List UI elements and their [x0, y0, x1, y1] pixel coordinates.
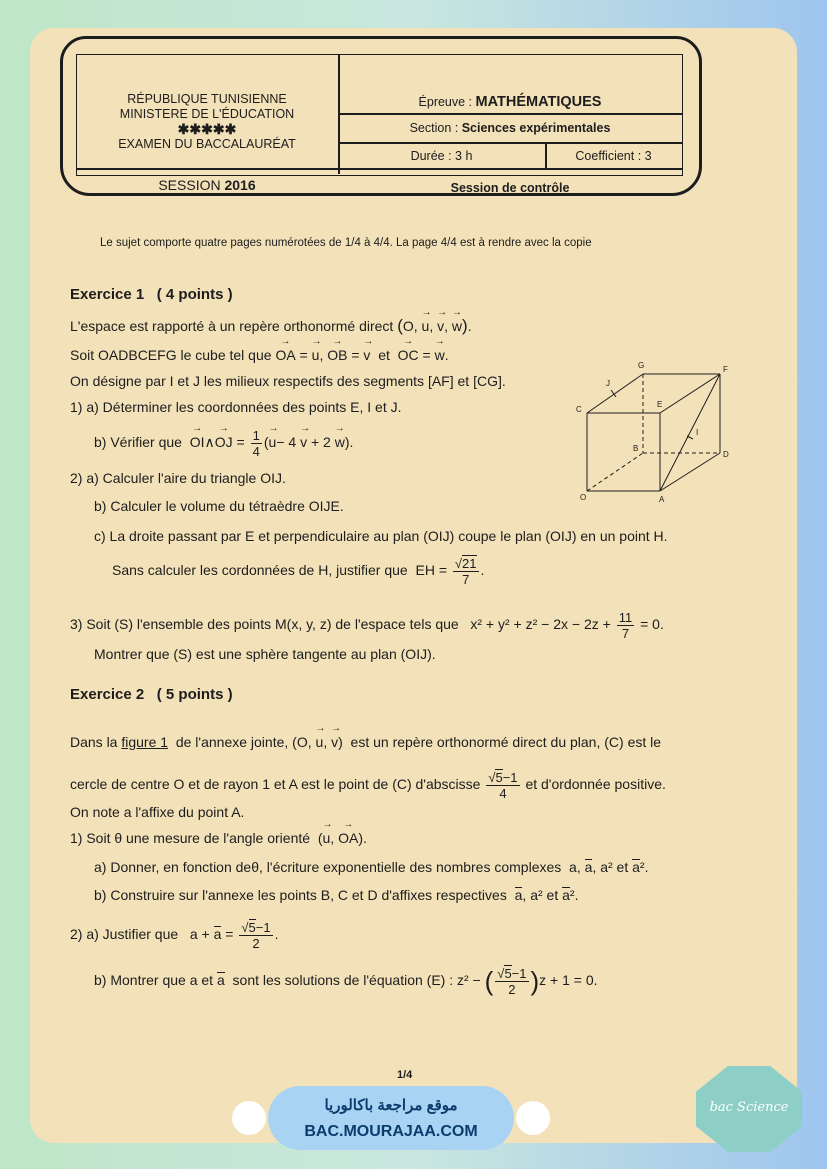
session-year: SESSION 2016: [158, 177, 256, 193]
footer-arabic: موقع مراجعة باكالوريا: [324, 1097, 458, 1114]
label-D: D: [723, 450, 729, 459]
ex1-q2b: b) Calculer le volume du tétraèdre OIJE.: [94, 498, 344, 514]
ex1-q3b: Montrer que (S) est une sphère tangente au plan (OIJ).: [94, 646, 436, 662]
ex2-q1a: a) Donner, en fonction deθ, l'écriture exponentielle des nombres complexes a, a, a² et a².: [94, 859, 649, 875]
coefficient: Coefficient : 3: [575, 149, 652, 163]
ex2-title: Exercice 2 ( 5 points ): [70, 686, 233, 703]
section: Section : Sciences expérimentales: [409, 121, 611, 135]
ex1-q3: 3) Soit (S) l'ensemble des points M(x, y, z) de l'espace tels que x² + y² + z² − 2x − 2z + $\frac{11}{7}$ = 0.: [70, 610, 664, 641]
page-number: 1/4: [397, 1069, 413, 1081]
label-B: B: [633, 444, 639, 453]
ex1-line3: On désigne par I et J les milieux respectifs des segments [AF] et [CG].: [70, 373, 506, 389]
cube-edge: [587, 374, 643, 413]
ex1-q2a: 2) a) Calculer l'aire du triangle OIJ.: [70, 470, 286, 486]
cube-figure: [570, 360, 740, 505]
label-E: E: [657, 400, 663, 409]
ex1-line2: Soit OADBCEFG le cube tel que → OA = → u, → OB = → v et → OC = → w.: [70, 347, 449, 363]
label-A: A: [659, 495, 665, 504]
label-O: O: [580, 493, 587, 502]
ex2-line3: On note a l'affixe du point A.: [70, 804, 245, 820]
ex1-q2c: c) La droite passant par E et perpendiculaire au plan (OIJ) coupe le plan (OIJ) en un point H.: [94, 528, 668, 544]
cube-edge: [660, 453, 720, 491]
session-type: Session de contrôle: [450, 181, 570, 195]
label-C: C: [576, 405, 582, 414]
ex1-title: Exercice 1 ( 4 points ): [70, 286, 233, 303]
ex2-q1b: b) Construire sur l'annexe les points B, C et D d'affixes respectives a, a² et a².: [94, 887, 579, 903]
ex1-q1b: b) Vérifier que → OI∧→ OJ = $\frac{1}{4}$ (→ u− 4 → v + 2 → w).: [94, 428, 353, 459]
header-left: RÉPUBLIQUE TUNISIENNE MINISTERE DE L'ÉDUCATION ✱✱✱✱✱ EXAMEN DU BACCALAURÉAT: [118, 92, 296, 151]
site-logo-right: [516, 1101, 550, 1135]
epreuve: Épreuve : MATHÉMATIQUES: [418, 94, 602, 110]
cube-diagonal: [660, 374, 720, 491]
footer-url[interactable]: BAC.MOURAJAA.COM: [304, 1123, 478, 1140]
ex2-line2: cercle de centre O et de rayon 1 et A est le point de (C) d'abscisse $\frac{√5-1}{4}$ et d'ordonnée positive.: [70, 770, 666, 801]
ex2-line1: Dans la figure 1 de l'annexe jointe, (O, → u, → v) est un repère orthonormé direct du plan, (C) est le: [70, 734, 661, 750]
ex2-q1: 1) Soit θ une mesure de l'angle orienté (→ u, → OA).: [70, 830, 367, 846]
ex1-q1a: 1) a) Déterminer les coordonnées des points E, I et J.: [70, 399, 402, 415]
label-I: I: [696, 428, 699, 437]
bac-science-text: bac Science: [709, 1100, 789, 1115]
label-G: G: [638, 361, 645, 370]
label-J: J: [606, 379, 610, 388]
ex2-q2a: 2) a) Justifier que a + a = $\frac{√5-1}{2}$ .: [70, 920, 279, 951]
cube-hidden-edge: [587, 453, 643, 491]
site-logo-left: [232, 1101, 266, 1135]
cube-edge: [660, 374, 720, 413]
label-F: F: [723, 365, 728, 374]
duree: Durée : 3 h: [410, 149, 473, 163]
intro-note: Le sujet comporte quatre pages numérotées de 1/4 à 4/4. La page 4/4 est à rendre avec la copie: [100, 237, 592, 249]
ex1-line1: L'espace est rapporté à un repère orthonormé direct (O, → u, → v, → w).: [70, 316, 472, 336]
ex1-q2c2: Sans calculer les cordonnées de H, justifier que EH = $\frac{√21}{7}$ .: [112, 556, 485, 587]
ex2-q2b: b) Montrer que a et a sont les solutions de l'équation (E) : z² − ( $\frac{√5-1}{2}$ )z + 1 = 0.: [94, 966, 598, 997]
